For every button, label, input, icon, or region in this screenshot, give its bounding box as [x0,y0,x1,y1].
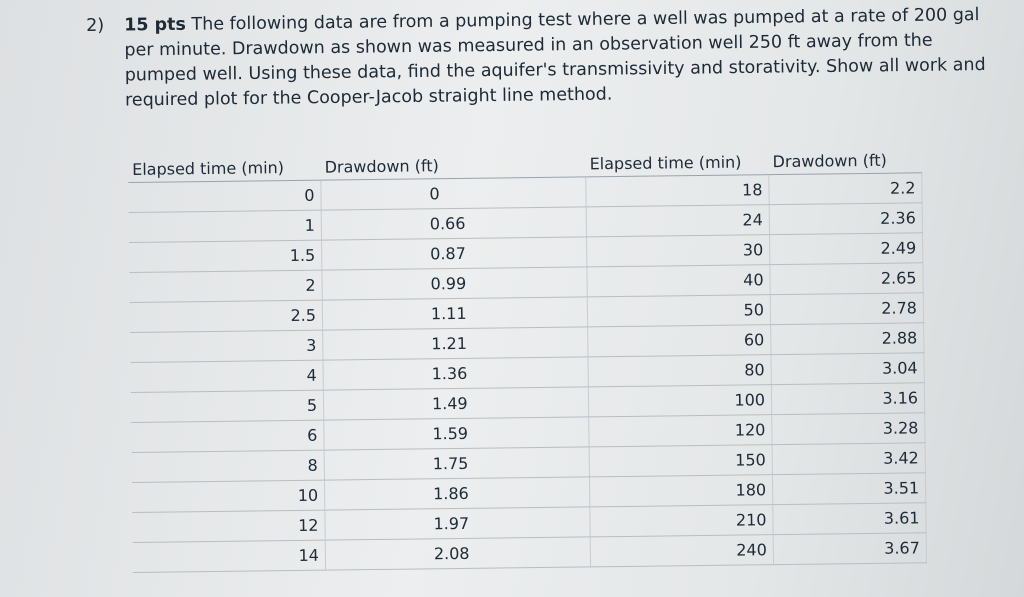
column-header-2: Drawdown (ft) [320,150,585,180]
table-cell: 2.5 [130,300,323,332]
table-cell: 3.04 [771,353,924,385]
problem-statement [86,3,997,114]
table-cell: 3.61 [773,503,926,535]
table-cell: 2.49 [770,233,923,265]
problem-points: 15 pts [124,14,187,36]
table-cell: 4 [131,360,324,392]
table-cell: 8 [132,450,325,482]
problem-text [124,3,997,114]
table-cell: 2.2 [769,173,922,205]
table-cell: 3.51 [772,473,925,505]
table-body [128,173,926,573]
table-cell: 0.66 [321,207,586,240]
table-cell: 210 [590,505,773,537]
table-cell: 10 [132,480,325,512]
table-cell: 30 [587,235,770,267]
problem-number: 2) [86,15,105,36]
table-cell: 1.21 [323,327,588,360]
table-cell: 1.86 [324,477,589,510]
table-cell: 3.16 [771,383,924,415]
table-cell: 100 [588,385,771,417]
table-cell: 2.08 [325,537,590,570]
table-cell: 1.75 [324,447,589,480]
column-header-1: Elapsed time (min) [128,154,321,183]
table-cell: 12 [132,510,325,542]
table-cell: 1.5 [129,240,322,272]
column-header-3: Elapsed time (min) [585,148,768,177]
table-cell: 5 [131,390,324,422]
data-table [128,146,927,573]
column-header-4: Drawdown (ft) [768,146,921,174]
table-cell: 2.36 [769,203,922,235]
pumping-test-table [128,146,927,573]
table-cell: 3.67 [773,533,926,565]
table-cell: 2.65 [770,263,923,295]
table-cell: 3.42 [772,443,925,475]
table-cell: 3.28 [772,413,925,445]
table-cell: 0 [321,177,586,210]
table-cell: 40 [587,265,770,297]
table-cell: 0 [128,180,321,212]
table-cell: 6 [131,420,324,452]
table-cell: 120 [589,415,772,447]
table-cell: 1.11 [322,297,587,330]
table-cell: 24 [586,205,769,237]
table-cell: 1.97 [325,507,590,540]
table-cell: 2.78 [770,293,923,325]
table-cell: 1.36 [323,357,588,390]
table-cell: 3 [130,330,323,362]
table-cell: 1.49 [323,387,588,420]
problem-body: The following data are from a pumping test where a well was pumped at a rate of 200 gal per minute. Drawdown as shown was measured in an observation well 250 ft away from the pumped well. Using these data, find the aquifer's transmissivity and storativity. Show all work and required plot for the Cooper-Jacob straight line method. [124,5,986,111]
table-cell: 180 [589,475,772,507]
table-cell: 1 [129,210,322,242]
table-cell: 60 [588,325,771,357]
table-cell: 240 [590,535,773,567]
table-cell: 50 [587,295,770,327]
table-cell: 18 [586,175,769,207]
table-cell: 2 [129,270,322,302]
table-cell: 150 [589,445,772,477]
table-cell: 2.88 [771,323,924,355]
table-cell: 0.87 [322,237,587,270]
table-cell: 80 [588,355,771,387]
table-cell: 1.59 [324,417,589,450]
table-cell: 0.99 [322,267,587,300]
table-cell: 14 [133,540,326,572]
